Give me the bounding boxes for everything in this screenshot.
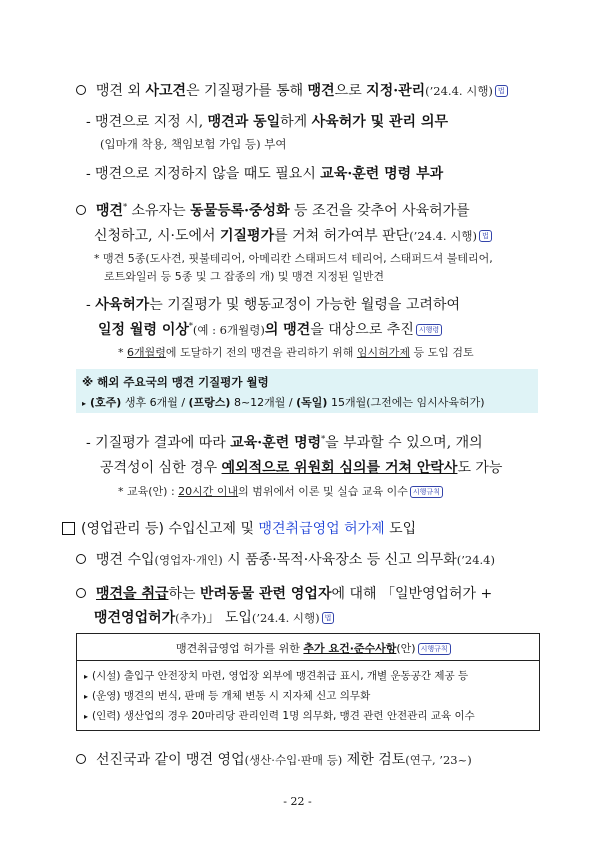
- law-tag: 법: [479, 230, 492, 242]
- sub-evaluation-line2: 공격성이 심한 경우 예외적으로 위원회 심의를 거쳐 안락사도 가능: [100, 460, 503, 476]
- law-tag: 법: [495, 85, 508, 97]
- sub-evaluation: - 기질평가 결과에 따라 교육·훈련 명령*을 부과할 수 있으며, 개의: [86, 434, 483, 451]
- circle-bullet-icon: [76, 554, 86, 564]
- note-breeds-2: 로트와일러 등 5종 및 그 잡종의 개) 및 맹견 지정된 일반견: [104, 270, 385, 283]
- bullet-owner-line2: 신청하고, 시·도에서 기질평가를 거쳐 허가여부 판단(’24.4. 시행) 법: [94, 225, 492, 245]
- sub-education: - 맹견으로 지정하지 않을 때도 필요시 교육·훈련 명령 부과: [86, 166, 444, 182]
- circle-bullet-icon: [76, 85, 86, 95]
- square-bullet-icon: [62, 522, 75, 535]
- bullet-business: 맹견을 취급하는 반려동물 관련 영업자에 대해 「일반영업허가 +: [76, 583, 492, 603]
- decree-tag: 시행령: [416, 324, 442, 336]
- bullet-owner: 맹견* 소유자는 동물등록·중성화 등 조건을 갖추어 사육허가를: [76, 200, 470, 220]
- circle-bullet-icon: [76, 754, 86, 764]
- overseas-box-title: ※ 해외 주요국의 맹견 기질평가 월령: [82, 375, 269, 389]
- triangle-bullet-icon: ▸: [84, 672, 89, 681]
- section-heading: (영업관리 등) 수입신고제 및 맹견취급영업 허가제 도입: [62, 518, 416, 538]
- page-number: - 22 -: [283, 795, 312, 808]
- triangle-bullet-icon: ▸: [84, 692, 89, 701]
- bullet-sakogyeon: 맹견 외 사고견은 기질평가를 통해 맹견으로 지정·관리(’24.4. 시행) 법: [76, 80, 508, 100]
- bullet-business-line2: 맹견영업허가(추가)」 도입(’24.4. 시행) 법: [94, 607, 334, 627]
- bullet-import: 맹견 수입(영업자·개인) 시 품종·목적·사육장소 등 신고 의무화(’24.4): [76, 549, 495, 569]
- rule-tag: 시행규칙: [418, 643, 451, 655]
- requirements-box-title: 맹견취급영업 허가를 위한 추가 요건·준수사항(안) 시행규칙: [176, 640, 451, 656]
- sub-permit: - 사육허가는 기질평가 및 행동교정이 가능한 월령을 고려하여: [86, 297, 461, 313]
- note-temp-permit: * 6개월령에 도달하기 전의 맹견을 관리하기 위해 임시허가제 등 도입 검토: [118, 346, 474, 359]
- overseas-box-row: ▸ (호주) 생후 6개월 / (프랑스) 8~12개월 / (독일) 15개월(그전에는 임시사육허가): [82, 396, 485, 409]
- note-education: * 교육(안) : 20시간 이내의 범위에서 이론 및 실습 교육 이수 시행규칙: [118, 483, 443, 500]
- requirements-row: ▸ (운영) 맹견의 번식, 판매 등 개체 변동 시 지자체 신고 의무화: [84, 690, 371, 702]
- bullet-advanced: 선진국과 같이 맹견 영업(생산·수입·판매 등) 제한 검토(연구, ’23~): [76, 749, 472, 769]
- triangle-bullet-icon: ▸: [84, 712, 89, 721]
- circle-bullet-icon: [76, 588, 86, 598]
- triangle-bullet-icon: ▸: [82, 399, 87, 408]
- circle-bullet-icon: [76, 205, 86, 215]
- rule-tag: 시행규칙: [410, 486, 443, 498]
- note-breeds-1: * 맹견 5종(도사견, 핏불테리어, 아메리칸 스태퍼드셔 테리어, 스태퍼드셔 불테리어,: [94, 252, 493, 265]
- requirements-row: ▸ (인력) 생산업의 경우 20마리당 관리인력 1명 의무화, 맹견 관련 안전관리 교육 이수: [84, 710, 475, 722]
- law-tag: 법: [322, 612, 335, 624]
- sub-designation-note: (입마개 착용, 책임보험 가입 등) 부여: [100, 137, 287, 151]
- sub-permit-line2: 일정 월령 이상*(예 : 6개월령)의 맹견을 대상으로 추진 시행령: [98, 319, 442, 339]
- sub-designation: - 맹견으로 지정 시, 맹견과 동일하게 사육허가 및 관리 의무: [86, 114, 448, 130]
- requirements-row: ▸ (시설) 출입구 안전장치 마련, 영업장 외부에 맹견취급 표시, 개별 운동공간 제공 등: [84, 670, 469, 682]
